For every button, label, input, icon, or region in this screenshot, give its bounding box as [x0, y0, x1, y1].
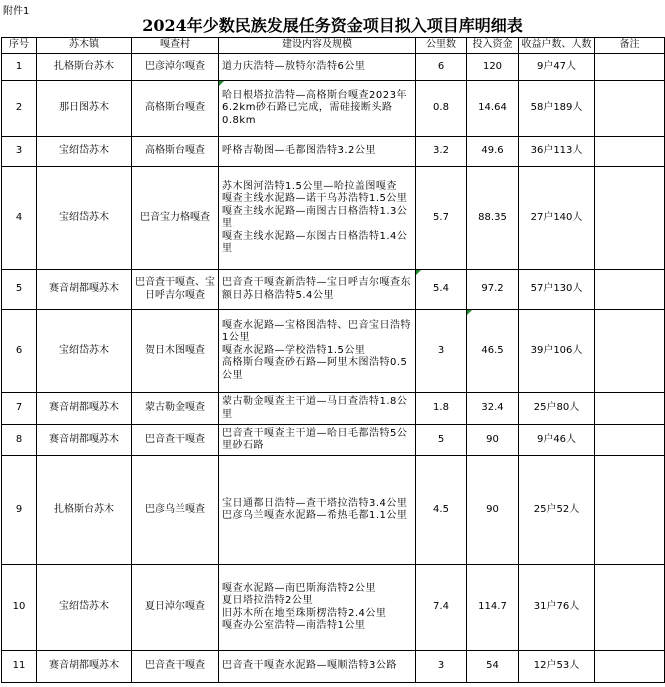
header-note: 备注 [595, 38, 665, 54]
cell-index: 8 [2, 425, 37, 456]
cell-content: 巴音查干嘎查新浩特—宝日呼吉尔嘎查东额日苏日格浩特5.4公里 [219, 270, 416, 310]
cell-village: 夏日淖尔嘎查 [132, 565, 219, 651]
cell-village: 贺日木图嘎查 [132, 310, 219, 393]
table-row [2, 81, 665, 137]
cell-village: 巴彦淖尔嘎查 [132, 54, 219, 81]
header-village: 嘎查村 [132, 38, 219, 54]
cell-town: 赛音胡都嘎苏木 [37, 393, 132, 425]
cell-note [595, 81, 665, 137]
cell-content: 巴音查干嘎查主干道—哈日毛都浩特5公里砂石路 [219, 425, 416, 456]
cell-note [595, 270, 665, 310]
cell-content: 蒙古勒金嘎查主干道—马日查浩特1.8公里 [219, 393, 416, 425]
project-detail-table [1, 37, 665, 683]
cell-funds: 54 [467, 651, 519, 683]
cell-content: 道力庆浩特—敖特尔浩特6公里 [219, 54, 416, 81]
cell-index: 1 [2, 54, 37, 81]
cell-km: 0.8 [416, 81, 467, 137]
cell-content: 宝日通都日浩特—查干塔拉浩特3.4公里 巴彦乌兰嘎查水泥路—希热毛都1.1公里 [219, 456, 416, 565]
cell-households: 12户53人 [519, 651, 595, 683]
cell-index: 9 [2, 456, 37, 565]
cell-town: 扎格斯台苏木 [37, 54, 132, 81]
cell-note [595, 565, 665, 651]
cell-town: 宝绍岱苏木 [37, 167, 132, 270]
cell-note [595, 393, 665, 425]
cell-funds: 46.5 [467, 310, 519, 393]
cell-households: 39户106人 [519, 310, 595, 393]
cell-note [595, 425, 665, 456]
table-row [2, 137, 665, 167]
cell-km: 3.2 [416, 137, 467, 167]
cell-index: 6 [2, 310, 37, 393]
cell-funds: 90 [467, 456, 519, 565]
header-index: 序号 [2, 38, 37, 54]
cell-village: 蒙古勒金嘎查 [132, 393, 219, 425]
cell-content: 呼格吉勒图—毛都图浩特3.2公里 [219, 137, 416, 167]
cell-index: 5 [2, 270, 37, 310]
cell-content: 苏木图河浩特1.5公里—哈拉盖图嘎查 嘎查主线水泥路—诺干乌苏浩特1.5公里 嘎查主线水泥路—南图古日格浩特1.3公里 嘎查主线水泥路—东图古日格浩特1.4公里 [219, 167, 416, 270]
cell-note [595, 651, 665, 683]
header-town: 苏木镇 [37, 38, 132, 54]
cell-km: 3 [416, 310, 467, 393]
cell-households: 58户189人 [519, 81, 595, 137]
table-title: 2024年少数民族发展任务资金项目拟入项目库明细表 [142, 16, 523, 35]
table-row [2, 54, 665, 81]
cell-note [595, 137, 665, 167]
cell-km: 3 [416, 651, 467, 683]
table-row [2, 456, 665, 565]
cell-town: 那日图苏木 [37, 81, 132, 137]
cell-village: 巴音查干嘎查 [132, 651, 219, 683]
header-content: 建设内容及规模 [219, 38, 416, 54]
cell-village: 巴音查干嘎查 [132, 425, 219, 456]
cell-town: 宝绍岱苏木 [37, 310, 132, 393]
attachment-label: 附件1 [3, 6, 30, 17]
cell-funds: 49.6 [467, 137, 519, 167]
table-row [2, 310, 665, 393]
cell-km: 1.8 [416, 393, 467, 425]
cell-village: 高格斯台嘎查 [132, 81, 219, 137]
cell-households: 9户47人 [519, 54, 595, 81]
cell-households: 25户52人 [519, 456, 595, 565]
cell-km: 7.4 [416, 565, 467, 651]
header-row [2, 38, 665, 54]
cell-index: 11 [2, 651, 37, 683]
table-row [2, 565, 665, 651]
header-funds: 投入资金 [467, 38, 519, 54]
cell-index: 2 [2, 81, 37, 137]
cell-km: 5 [416, 425, 467, 456]
cell-funds: 90 [467, 425, 519, 456]
header-households: 收益户数、人数 [519, 38, 595, 54]
cell-index: 10 [2, 565, 37, 651]
cell-village: 巴音宝力格嘎查 [132, 167, 219, 270]
cell-town: 赛音胡都嘎苏木 [37, 270, 132, 310]
table-row [2, 651, 665, 683]
cell-households: 36户113人 [519, 137, 595, 167]
cell-households: 27户140人 [519, 167, 595, 270]
cell-content: 哈日根塔拉浩特—高格斯台嘎查2023年6.2km砂石路已完成，需硅接断头路0.8km [219, 81, 416, 137]
cell-village: 巴彦乌兰嘎查 [132, 456, 219, 565]
cell-index: 4 [2, 167, 37, 270]
cell-funds: 120 [467, 54, 519, 81]
cell-km: 5.4 [416, 270, 467, 310]
cell-town: 宝绍岱苏木 [37, 137, 132, 167]
cell-funds: 97.2 [467, 270, 519, 310]
cell-funds: 88.35 [467, 167, 519, 270]
cell-content: 嘎查水泥路—宝格图浩特、巴音宝日浩特1公里 嘎查水泥路—学校浩特1.5公里 高格斯台嘎查砂石路—阿里木图浩特0.5公里 [219, 310, 416, 393]
cell-km: 6 [416, 54, 467, 81]
table-row [2, 393, 665, 425]
cell-index: 7 [2, 393, 37, 425]
header-km: 公里数 [416, 38, 467, 54]
cell-content: 巴音查干嘎查水泥路—嘎顺浩特3公路 [219, 651, 416, 683]
cell-content: 嘎查水泥路—南巴斯海浩特2公里 夏日塔拉浩特2公里 旧苏木所在地至珠斯楞浩特2.4公里 嘎查办公室浩特—南浩特1公里 [219, 565, 416, 651]
cell-town: 赛音胡都嘎苏木 [37, 651, 132, 683]
cell-town: 扎格斯台苏木 [37, 456, 132, 565]
cell-households: 57户130人 [519, 270, 595, 310]
cell-village: 巴音査干嘎查、宝日呼吉尔嘎查 [132, 270, 219, 310]
table-row [2, 270, 665, 310]
cell-note [595, 167, 665, 270]
cell-index: 3 [2, 137, 37, 167]
cell-funds: 114.7 [467, 565, 519, 651]
cell-households: 25户80人 [519, 393, 595, 425]
cell-note [595, 456, 665, 565]
cell-village: 高格斯台嘎查 [132, 137, 219, 167]
cell-town: 赛音胡都嘎苏木 [37, 425, 132, 456]
table-row [2, 425, 665, 456]
cell-km: 5.7 [416, 167, 467, 270]
table-row [2, 167, 665, 270]
cell-note [595, 54, 665, 81]
cell-households: 31户76人 [519, 565, 595, 651]
cell-funds: 32.4 [467, 393, 519, 425]
cell-km: 4.5 [416, 456, 467, 565]
cell-town: 宝绍岱苏木 [37, 565, 132, 651]
cell-note [595, 310, 665, 393]
cell-funds: 14.64 [467, 81, 519, 137]
cell-households: 9户46人 [519, 425, 595, 456]
